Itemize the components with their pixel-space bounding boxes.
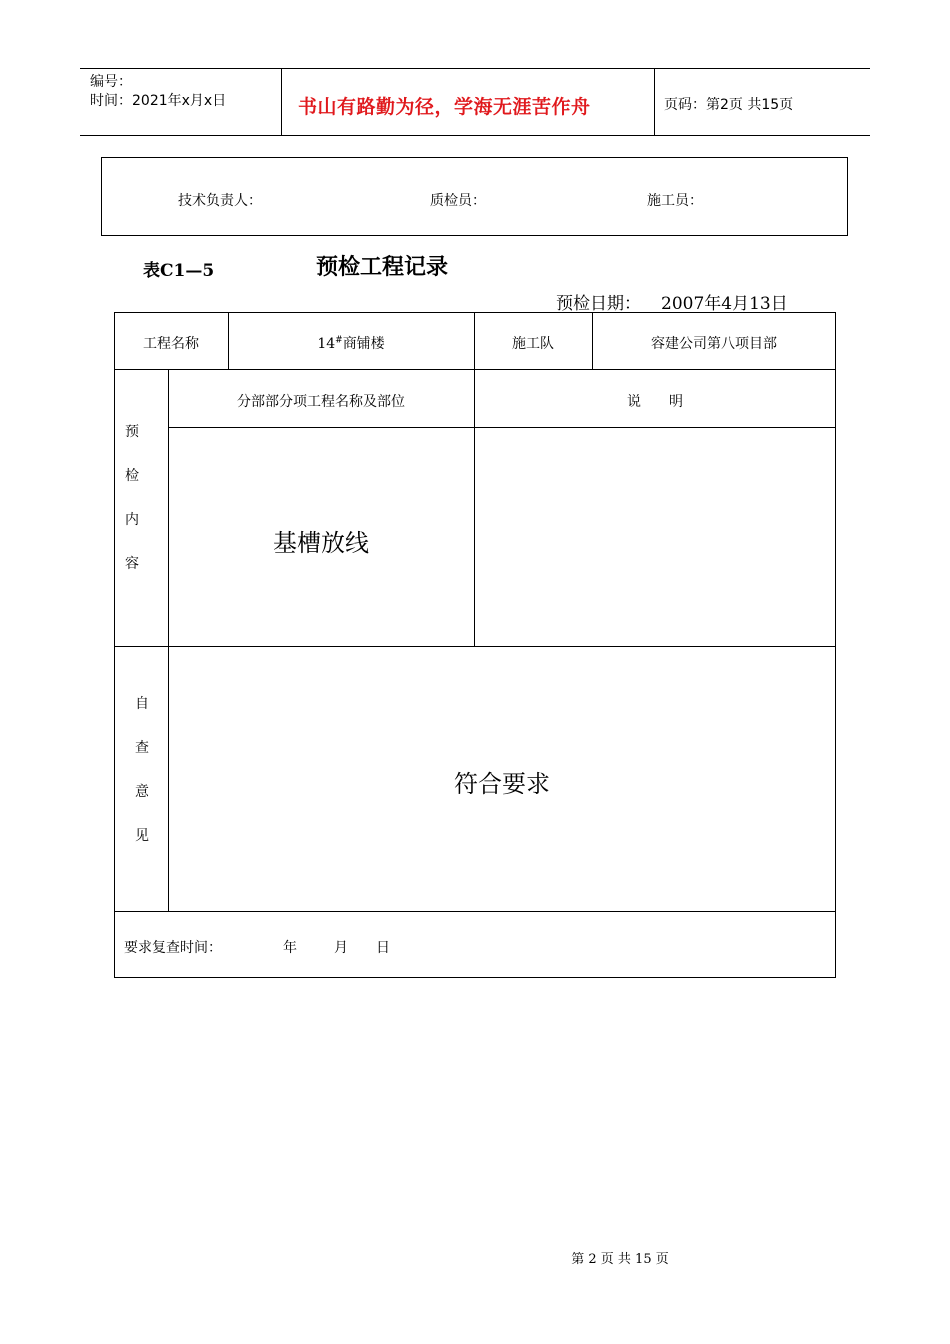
form-table xyxy=(114,312,836,978)
opinion-side-char: 自 xyxy=(135,696,149,712)
project-name-number: 14 xyxy=(317,336,336,352)
section-header: 分部部分项工程名称及部位 xyxy=(237,394,405,410)
header-divider-left xyxy=(281,68,282,136)
recheck-year: 年 xyxy=(283,940,297,956)
project-name-sup: # xyxy=(335,335,343,346)
content-side-char: 内 xyxy=(125,512,139,528)
table-rule xyxy=(114,369,836,370)
opinion-side-label xyxy=(132,682,152,858)
note-header: 说 明 xyxy=(627,394,683,410)
recheck-label: 要求复查时间： xyxy=(124,940,222,956)
header-top-rule xyxy=(80,68,870,69)
team-value: 容建公司第八项目部 xyxy=(651,336,777,352)
inspection-date-value: 2007年4月13日 xyxy=(661,294,788,314)
tech-lead-signature-label: 技术负责人： xyxy=(178,193,262,209)
form-title: 预检工程记录 xyxy=(316,255,449,280)
opinion-value: 符合要求 xyxy=(454,770,550,798)
table-rule xyxy=(114,911,836,912)
content-side-label xyxy=(122,410,142,586)
project-name-value xyxy=(228,333,474,353)
table-rule xyxy=(114,646,836,647)
opinion-side-char: 意 xyxy=(135,784,149,800)
inspector-signature-label: 质检员： xyxy=(430,193,486,209)
header-page-label: 页码：第2页 共15页 xyxy=(664,97,794,113)
content-side-char: 检 xyxy=(125,468,139,484)
header-time-label: 时间：2021年x月x日 xyxy=(90,93,227,109)
header-number-label: 编号： xyxy=(90,74,132,90)
footer-page-number: 第 2 页 共 15 页 xyxy=(571,1252,669,1267)
recheck-day: 日 xyxy=(376,940,390,956)
header-slogan: 书山有路勤为径，学海无涯苦作舟 xyxy=(298,96,591,118)
inspection-date-label: 预检日期： xyxy=(556,294,641,314)
content-side-char: 容 xyxy=(125,556,139,572)
table-rule xyxy=(168,427,836,428)
header-bottom-rule xyxy=(80,135,870,136)
opinion-side-char: 见 xyxy=(135,828,149,844)
project-name-label: 工程名称 xyxy=(143,336,199,352)
table-rule xyxy=(168,369,169,911)
recheck-month: 月 xyxy=(334,940,348,956)
project-name-suffix: 商铺楼 xyxy=(342,336,385,352)
form-code: 表C1—5 xyxy=(143,261,215,281)
content-side-char: 预 xyxy=(125,424,139,440)
team-label: 施工队 xyxy=(512,336,554,352)
builder-signature-label: 施工员： xyxy=(647,193,703,209)
opinion-side-char: 查 xyxy=(135,740,149,756)
section-value: 基槽放线 xyxy=(273,529,369,557)
header-divider-right xyxy=(654,68,655,136)
